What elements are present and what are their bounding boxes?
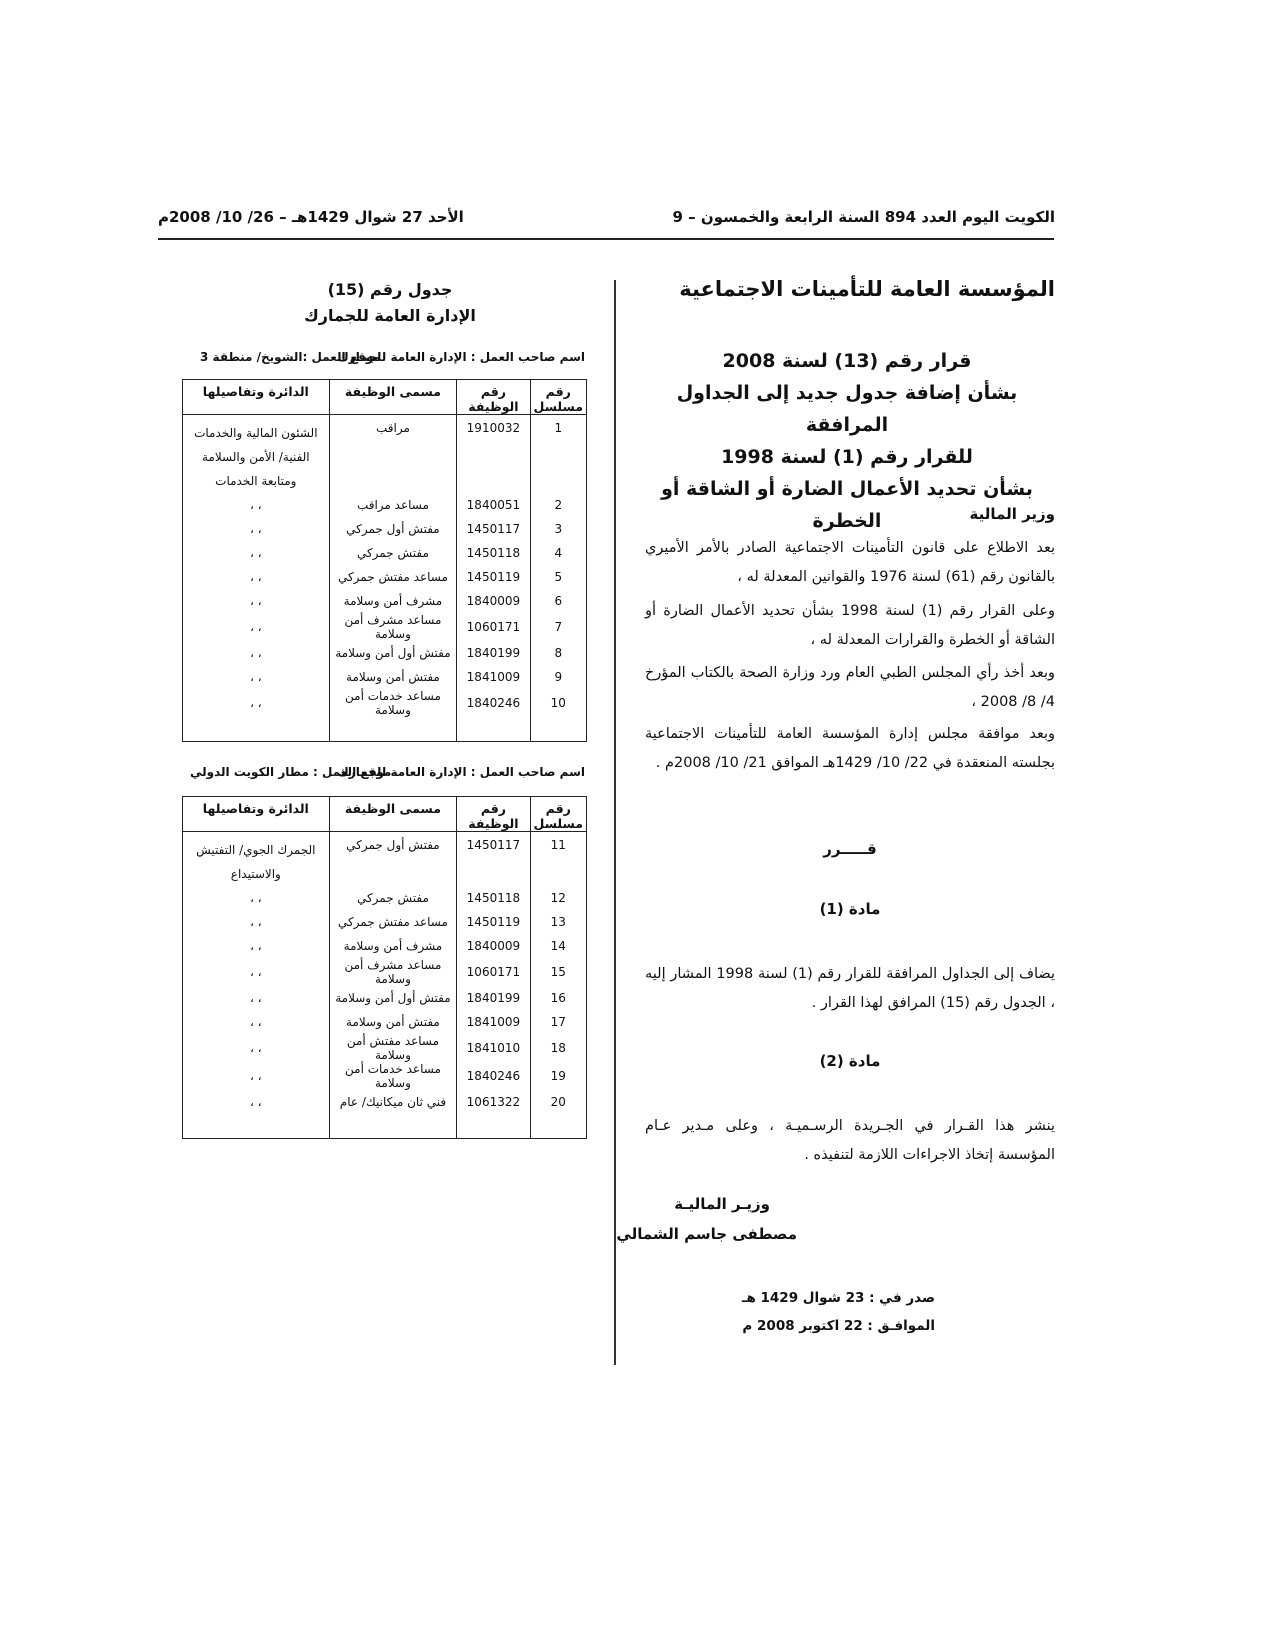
col-title: مسمى الوظيفة bbox=[329, 380, 457, 415]
table-row bbox=[183, 641, 587, 665]
title-cell: مساعد مفتش أمن وسلامة bbox=[329, 1034, 457, 1062]
table-2-worksite: موقع العمل : مطار الكويت الدولي bbox=[190, 765, 392, 779]
dept-cell: ، ، bbox=[183, 1062, 330, 1090]
table-row bbox=[183, 934, 587, 958]
dept-cell: ، ، bbox=[183, 493, 330, 517]
decision-line-4: بشأن تحديد الأعمال الضارة أو الشاقة أو الخطرة bbox=[661, 478, 1033, 532]
serial-cell: 16 bbox=[530, 986, 586, 1010]
serial-cell: 17 bbox=[530, 1010, 586, 1034]
decided-heading: قـــــرر bbox=[823, 840, 877, 858]
serial-cell: 20 bbox=[530, 1090, 586, 1114]
table-bottom-space bbox=[183, 1114, 587, 1139]
title-cell: مساعد مفتش جمركي bbox=[329, 565, 457, 589]
dept-cell: ، ، bbox=[183, 886, 330, 910]
code-cell: 1840199 bbox=[457, 986, 530, 1010]
signature-title: وزيـر الماليـة bbox=[674, 1195, 770, 1213]
title-cell: مساعد خدمات أمن وسلامة bbox=[329, 689, 457, 717]
code-cell: 1450119 bbox=[457, 565, 530, 589]
preamble-paragraph-4: وبعد موافقة مجلس إدارة المؤسسة العامة للتأمينات الاجتماعية بجلسته المنعقدة في 22/ 10/ 1429هـ الموافق 21/ 10/ 2008م . bbox=[645, 726, 1055, 771]
table-row bbox=[183, 689, 587, 717]
title-cell: مفتش جمركي bbox=[329, 541, 457, 565]
dept-cell: الجمرك الجوي/ التفتيش والاستيداع bbox=[183, 832, 330, 887]
col-code: رقم الوظيفة bbox=[457, 380, 530, 415]
table-2-employer: اسم صاحب العمل : الإدارة العامة للجمارك bbox=[337, 765, 585, 779]
code-cell: 1450117 bbox=[457, 517, 530, 541]
title-cell: مشرف أمن وسلامة bbox=[329, 589, 457, 613]
table-row bbox=[183, 910, 587, 934]
organization-name: المؤسسة العامة للتأمينات الاجتماعية bbox=[679, 277, 1055, 301]
decision-line-3: للقرار رقم (1) لسنة 1998 bbox=[721, 446, 973, 468]
table-bottom-space bbox=[183, 717, 587, 742]
code-cell: 1841009 bbox=[457, 1010, 530, 1034]
title-cell: مفتش أول جمركي bbox=[329, 832, 457, 887]
title-cell: مساعد مشرف أمن وسلامة bbox=[329, 613, 457, 641]
dept-cell: ، ، bbox=[183, 934, 330, 958]
code-cell: 1840246 bbox=[457, 689, 530, 717]
serial-cell: 10 bbox=[530, 689, 586, 717]
table-row bbox=[183, 1062, 587, 1090]
serial-cell: 8 bbox=[530, 641, 586, 665]
dept-cell: ، ، bbox=[183, 565, 330, 589]
title-cell: مساعد مراقب bbox=[329, 493, 457, 517]
code-cell: 1450119 bbox=[457, 910, 530, 934]
serial-cell: 14 bbox=[530, 934, 586, 958]
code-cell: 1840009 bbox=[457, 589, 530, 613]
code-cell: 1060171 bbox=[457, 613, 530, 641]
serial-cell: 3 bbox=[530, 517, 586, 541]
title-cell: مفتش أول أمن وسلامة bbox=[329, 986, 457, 1010]
minister-heading: وزير المالية bbox=[969, 505, 1055, 523]
col-title: مسمى الوظيفة bbox=[329, 797, 457, 832]
code-cell: 1060171 bbox=[457, 958, 530, 986]
table-row bbox=[183, 958, 587, 986]
code-cell: 1450118 bbox=[457, 886, 530, 910]
col-dept: الدائرة وتفاصيلها bbox=[183, 380, 330, 415]
signature-name: مصطفى جاسم الشمالي bbox=[616, 1225, 797, 1243]
title-cell: فني ثان ميكانيك/ عام bbox=[329, 1090, 457, 1114]
code-cell: 1840246 bbox=[457, 1062, 530, 1090]
dept-cell: ، ، bbox=[183, 1010, 330, 1034]
dept-cell: ، ، bbox=[183, 910, 330, 934]
code-cell: 1061322 bbox=[457, 1090, 530, 1114]
code-cell: 1450117 bbox=[457, 832, 530, 887]
dept-cell: ، ، bbox=[183, 665, 330, 689]
code-cell: 1840051 bbox=[457, 493, 530, 517]
title-cell: مراقب bbox=[329, 415, 457, 494]
table-header-row bbox=[183, 380, 587, 415]
table-department: الإدارة العامة للجمارك bbox=[304, 306, 476, 325]
title-cell: مفتش أول جمركي bbox=[329, 517, 457, 541]
table-row bbox=[183, 493, 587, 517]
issued-gregorian-date: الموافـق : 22 اكتوبر 2008 م bbox=[742, 1318, 935, 1334]
code-cell: 1450118 bbox=[457, 541, 530, 565]
header-issue-info: الكويت اليوم العدد 894 السنة الرابعة والخمسون – 9 bbox=[672, 208, 1055, 226]
table-row bbox=[183, 665, 587, 689]
title-cell: مفتش أول أمن وسلامة bbox=[329, 641, 457, 665]
issued-hijri-date: صدر في : 23 شوال 1429 هـ bbox=[741, 1290, 935, 1306]
preamble-paragraph-3: وبعد أخذ رأي المجلس الطبي العام ورد وزارة الصحة بالكتاب المؤرخ 4/ 8/ 2008 ، bbox=[645, 665, 1055, 710]
title-cell: مفتش أمن وسلامة bbox=[329, 1010, 457, 1034]
table-row bbox=[183, 565, 587, 589]
header-rule bbox=[158, 238, 1054, 240]
serial-cell: 4 bbox=[530, 541, 586, 565]
serial-cell: 13 bbox=[530, 910, 586, 934]
table-row bbox=[183, 886, 587, 910]
serial-cell: 19 bbox=[530, 1062, 586, 1090]
article-1-text: يضاف إلى الجداول المرافقة للقرار رقم (1) لسنة 1998 المشار إليه ، الجدول رقم (15) المرافق لهذا القرار . bbox=[645, 966, 1056, 1011]
table-row bbox=[183, 1010, 587, 1034]
serial-cell: 12 bbox=[530, 886, 586, 910]
code-cell: 1840009 bbox=[457, 934, 530, 958]
table-header-row bbox=[183, 797, 587, 832]
table-row bbox=[183, 986, 587, 1010]
decision-line-2: بشأن إضافة جدول جديد إلى الجداول المرافقة bbox=[676, 382, 1018, 436]
table-row bbox=[183, 541, 587, 565]
code-cell: 1841010 bbox=[457, 1034, 530, 1062]
dept-cell: ، ، bbox=[183, 986, 330, 1010]
dept-cell: ، ، bbox=[183, 1090, 330, 1114]
table-row bbox=[183, 589, 587, 613]
table-1-worksite: موقع العمل :الشويخ/ منطقة 3 bbox=[200, 350, 381, 364]
serial-cell: 5 bbox=[530, 565, 586, 589]
code-cell: 1840199 bbox=[457, 641, 530, 665]
dept-cell: ، ، bbox=[183, 689, 330, 717]
dept-cell: ، ، bbox=[183, 613, 330, 641]
dept-cell: ، ، bbox=[183, 589, 330, 613]
table-2 bbox=[182, 796, 587, 1139]
serial-cell: 7 bbox=[530, 613, 586, 641]
serial-cell: 11 bbox=[530, 832, 586, 887]
table-row bbox=[183, 613, 587, 641]
title-cell: مساعد مفتش جمركي bbox=[329, 910, 457, 934]
serial-cell: 1 bbox=[530, 415, 586, 494]
code-cell: 1841009 bbox=[457, 665, 530, 689]
table-1 bbox=[182, 379, 587, 742]
table-number: جدول رقم (15) bbox=[327, 280, 453, 299]
serial-cell: 15 bbox=[530, 958, 586, 986]
table-row bbox=[183, 1090, 587, 1114]
header-date: الأحد 27 شوال 1429هـ – 26/ 10/ 2008م bbox=[158, 208, 464, 226]
dept-cell: ، ، bbox=[183, 641, 330, 665]
article-1-heading: مادة (1) bbox=[819, 900, 881, 918]
dept-cell: ، ، bbox=[183, 517, 330, 541]
col-code: رقم الوظيفة bbox=[457, 797, 530, 832]
article-2-heading: مادة (2) bbox=[819, 1052, 881, 1070]
table-2-body bbox=[183, 832, 587, 1139]
code-cell: 1910032 bbox=[457, 415, 530, 494]
title-cell: مساعد خدمات أمن وسلامة bbox=[329, 1062, 457, 1090]
dept-cell: الشئون المالية والخدمات الفنية/ الأمن والسلامة ومتابعة الخدمات bbox=[183, 415, 330, 494]
title-cell: مساعد مشرف أمن وسلامة bbox=[329, 958, 457, 986]
article-2-text: ينشر هذا القـرار في الجـريدة الرسـميـة ، وعلى مـدير عـام المؤسسة إتخاذ الاجراءات اللازمة لتنفيذه . bbox=[645, 1118, 1055, 1163]
table-row bbox=[183, 415, 587, 494]
title-cell: مشرف أمن وسلامة bbox=[329, 934, 457, 958]
col-serial: رقم مسلسل bbox=[530, 797, 586, 832]
title-cell: مفتش جمركي bbox=[329, 886, 457, 910]
title-cell: مفتش أمن وسلامة bbox=[329, 665, 457, 689]
serial-cell: 9 bbox=[530, 665, 586, 689]
serial-cell: 2 bbox=[530, 493, 586, 517]
dept-cell: ، ، bbox=[183, 958, 330, 986]
dept-cell: ، ، bbox=[183, 541, 330, 565]
decision-line-1: قرار رقم (13) لسنة 2008 bbox=[722, 350, 972, 372]
col-dept: الدائرة وتفاصيلها bbox=[183, 797, 330, 832]
col-serial: رقم مسلسل bbox=[530, 380, 586, 415]
dept-cell: ، ، bbox=[183, 1034, 330, 1062]
table-1-employer: اسم صاحب العمل : الإدارة العامة للجمارك bbox=[337, 350, 585, 364]
serial-cell: 18 bbox=[530, 1034, 586, 1062]
table-row bbox=[183, 1034, 587, 1062]
table-1-body bbox=[183, 415, 587, 742]
table-row bbox=[183, 832, 587, 887]
preamble-paragraph-1: بعد الاطلاع على قانون التأمينات الاجتماعية الصادر بالأمر الأميري بالقانون رقم (61) لسنة 1976 والقوانين المعدلة له ، bbox=[645, 540, 1055, 585]
preamble-paragraph-2: وعلى القرار رقم (1) لسنة 1998 بشأن تحديد الأعمال الضارة أو الشاقة أو الخطرة والقرارات المعدلة له ، bbox=[645, 603, 1056, 648]
column-divider bbox=[614, 280, 616, 1365]
table-row bbox=[183, 517, 587, 541]
serial-cell: 6 bbox=[530, 589, 586, 613]
